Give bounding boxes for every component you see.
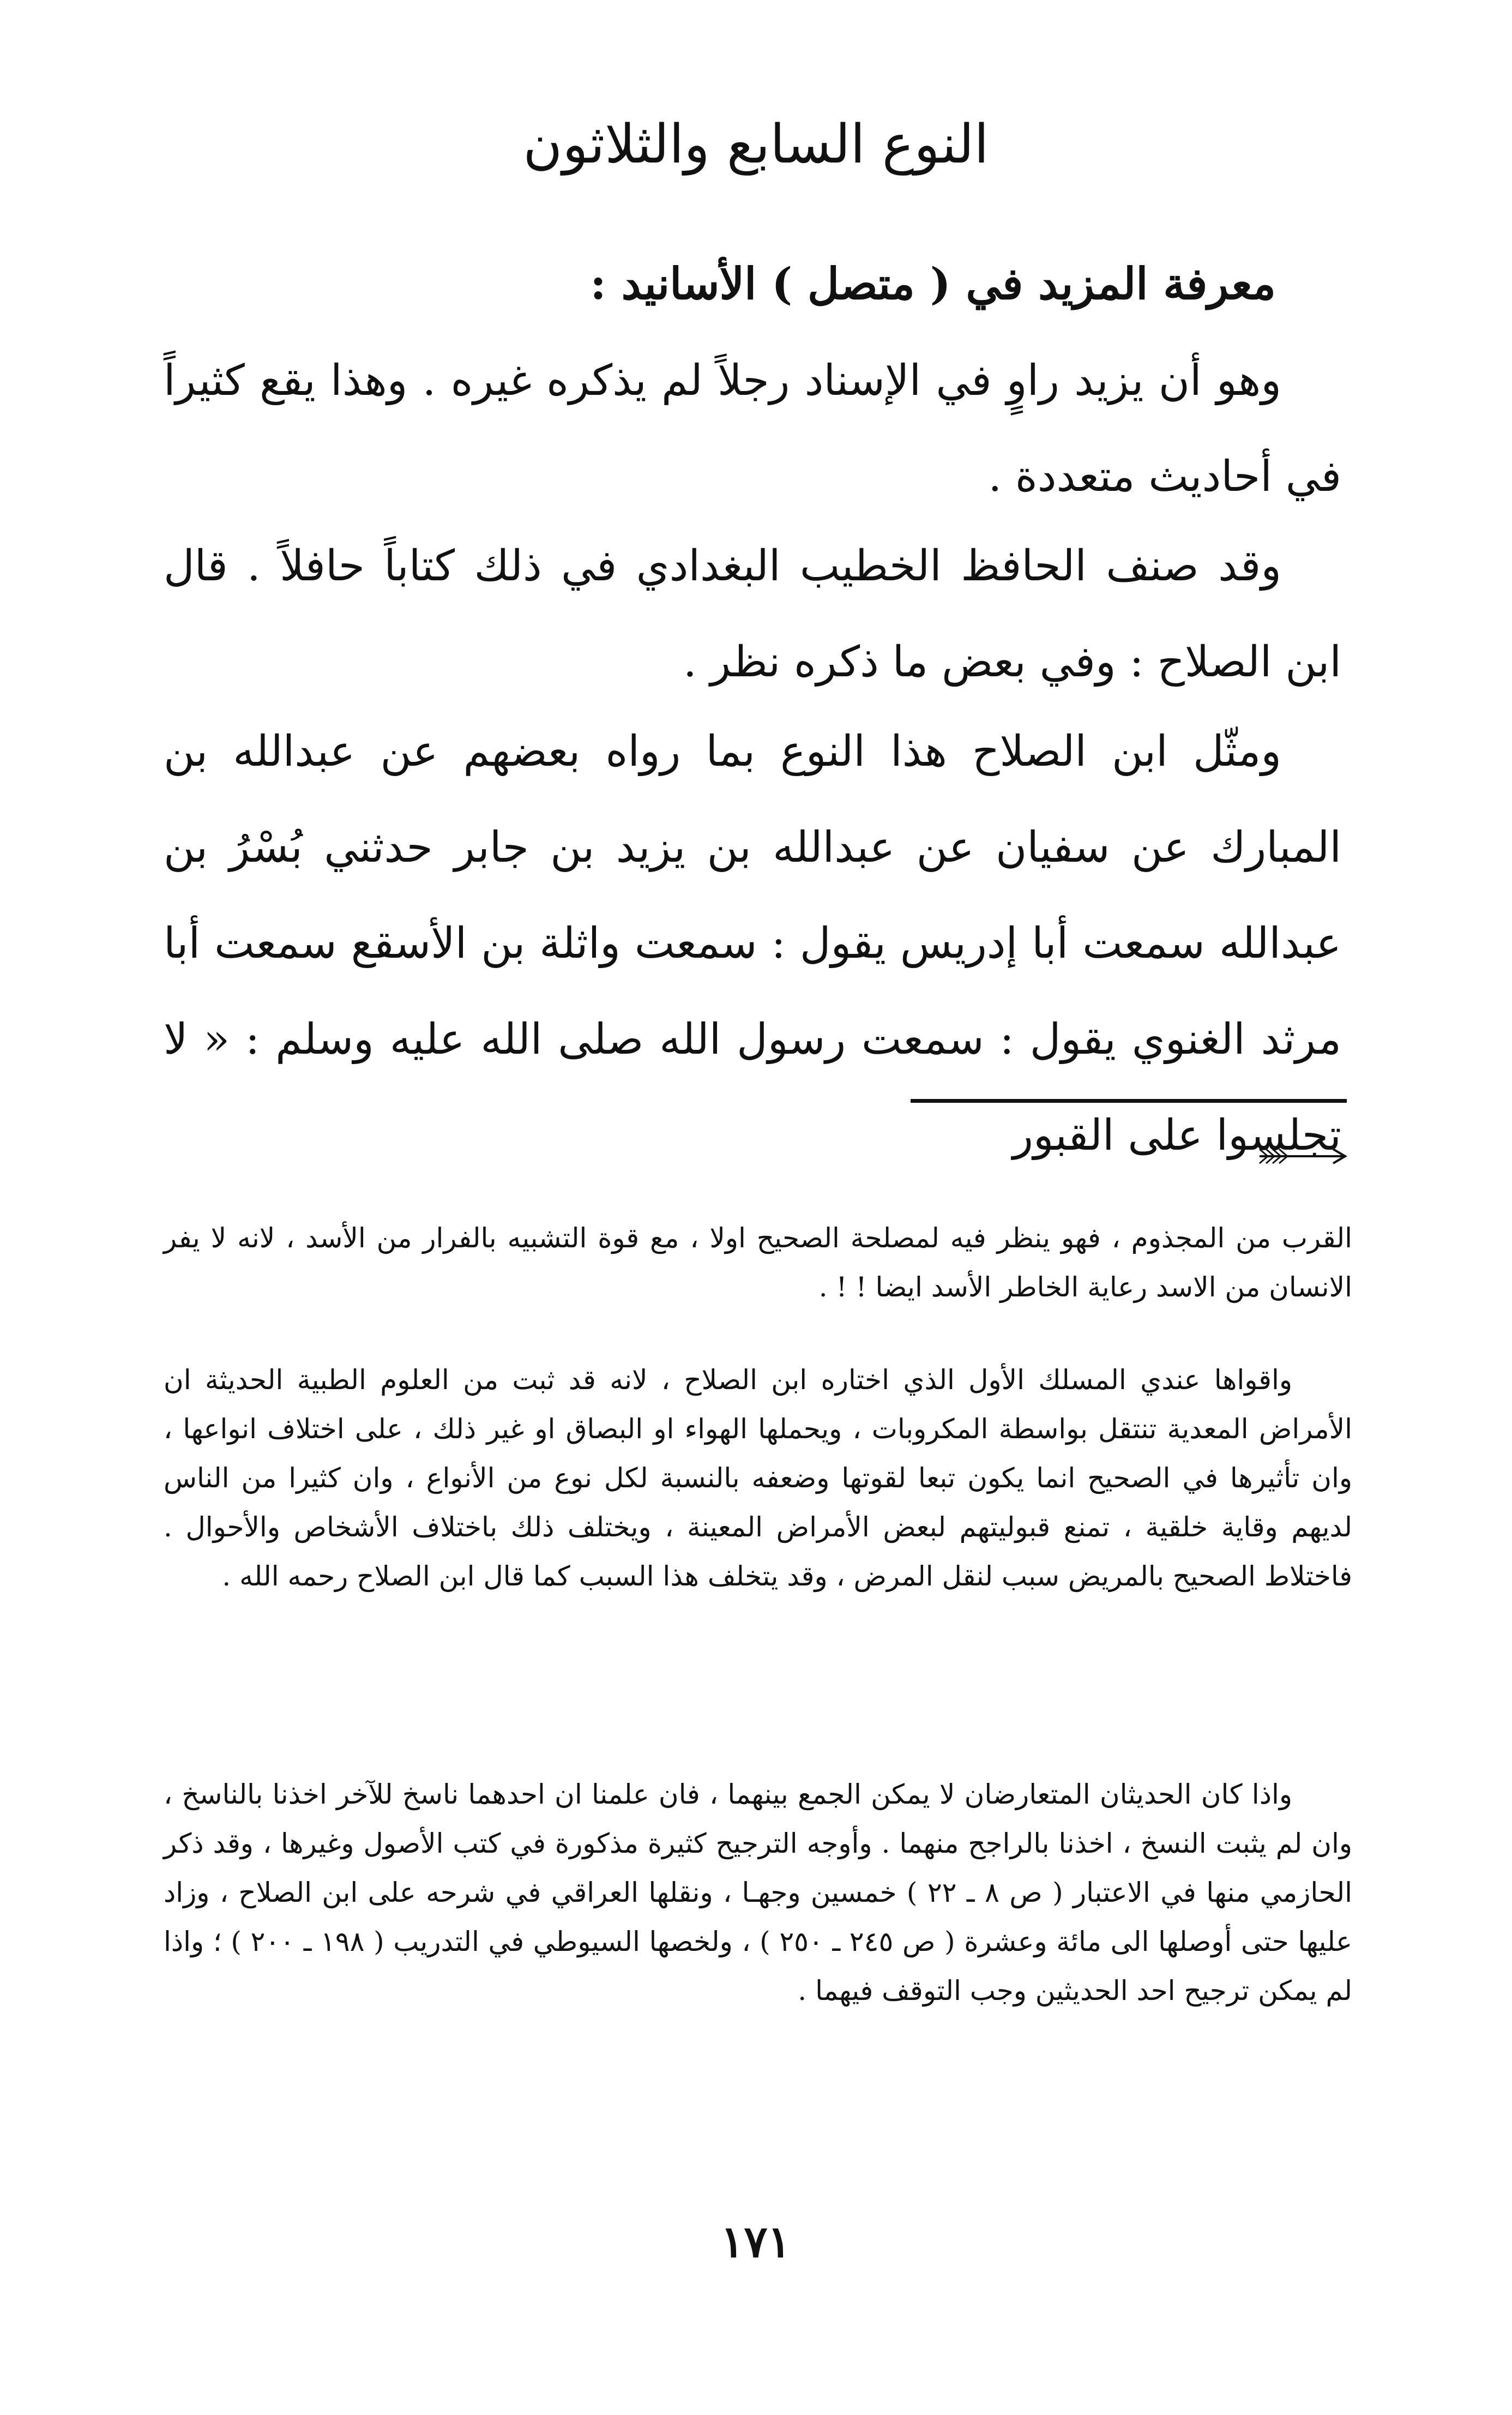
- body-paragraph-2: وقد صنف الحافظ الخطيب البغدادي في ذلك كتاباً حافلاً . قال ابن الصلاح : وفي بعض ما ذكره نظر .: [164, 542, 1341, 687]
- footnote-paragraph-3: واذا كان الحديثان المتعارضان لا يمكن الجمع بينهما ، فان علمنا ان احدهما ناسخ للآخر اخذنا بالناسخ ، وان لم يثبت النسخ ، اخذنا بالراجح منهما . وأوجه الترجيح كثيرة مذكورة في كتب الأصول وغيرها ، وقد ذكر الحازمي منها في الاعتبار ( ص ٨ ـ ٢٢ ) خمسين وجهـا ، ونقلها العراقي في شرحه على ابن الصلاح ، وزاد عليها حتى أوصلها الى مائة وعشرة ( ص ٢٤٥ ـ ٢٥٠ ) ، ولخصها السيوطي في التدريب ( ١٩٨ ـ ٢٠٠ ) ؛ واذا لم يمكن ترجيح احد الحديثين وجب التوقف فيهما .: [164, 1779, 1352, 2007]
- section-subtitle: معرفة المزيد في ( متصل ) الأسانيد :: [590, 258, 1276, 309]
- page-number: ١٧١: [720, 2216, 791, 2267]
- chapter-title: النوع السابع والثلاثون: [523, 113, 989, 176]
- body-paragraph-3: ومثّل ابن الصلاح هذا النوع بما رواه بعضهم عن عبدالله بن المبارك عن سفيان عن عبدالله بن يزيد بن جابر حدثني بُسْرُ بن عبدالله سمعت أبا إدريس يقول : سمعت واثلة بن الأسقع سمعت أبا مرثد الغنوي يقول : سمعت رسول الله صلى الله عليه وسلم : « لا تجلسوا على القبور: [164, 727, 1341, 1160]
- body-paragraph-1: وهو أن يزيد راوٍ في الإسناد رجلاً لم يذكره غيره . وهذا يقع كثيراً في أحاديث متعددة .: [164, 356, 1341, 501]
- footnote-separator: [911, 1099, 1347, 1103]
- arrow-icon: [1257, 1143, 1350, 1170]
- footnote-paragraph-2: واقواها عندي المسلك الأول الذي اختاره ابن الصلاح ، لانه قد ثبت من العلوم الطبية الحديثة ان الأمراض المعدية تنتقل بواسطة المكروبات ، ويحملها الهواء او البصاق او غير ذلك ، على اختلاف انواعها ، وان تأثيرها في الصحيح انما يكون تبعا لقوتها وضعفه بالنسبة لكل نوع من الأنواع ، وان كثيرا من الناس لديهم وقاية خلقية ، تمنع قبوليتهم لبعض الأمراض المعينة ، ويختلف ذلك باختلاف الأشخاص والأحوال . فاختلاط الصحيح بالمريض سبب لنقل المرض ، وقد يتخلف هذا السبب كما قال ابن الصلاح رحمه الله .: [164, 1364, 1352, 1592]
- footnote-paragraph-1: القرب من المجذوم ، فهو ينظر فيه لمصلحة الصحيح اولا ، مع قوة التشبيه بالفرار من الأسد ، لانه لا يفر الانسان من الاسد رعاية الخاطر الأسد ايضا ! ! .: [164, 1222, 1352, 1303]
